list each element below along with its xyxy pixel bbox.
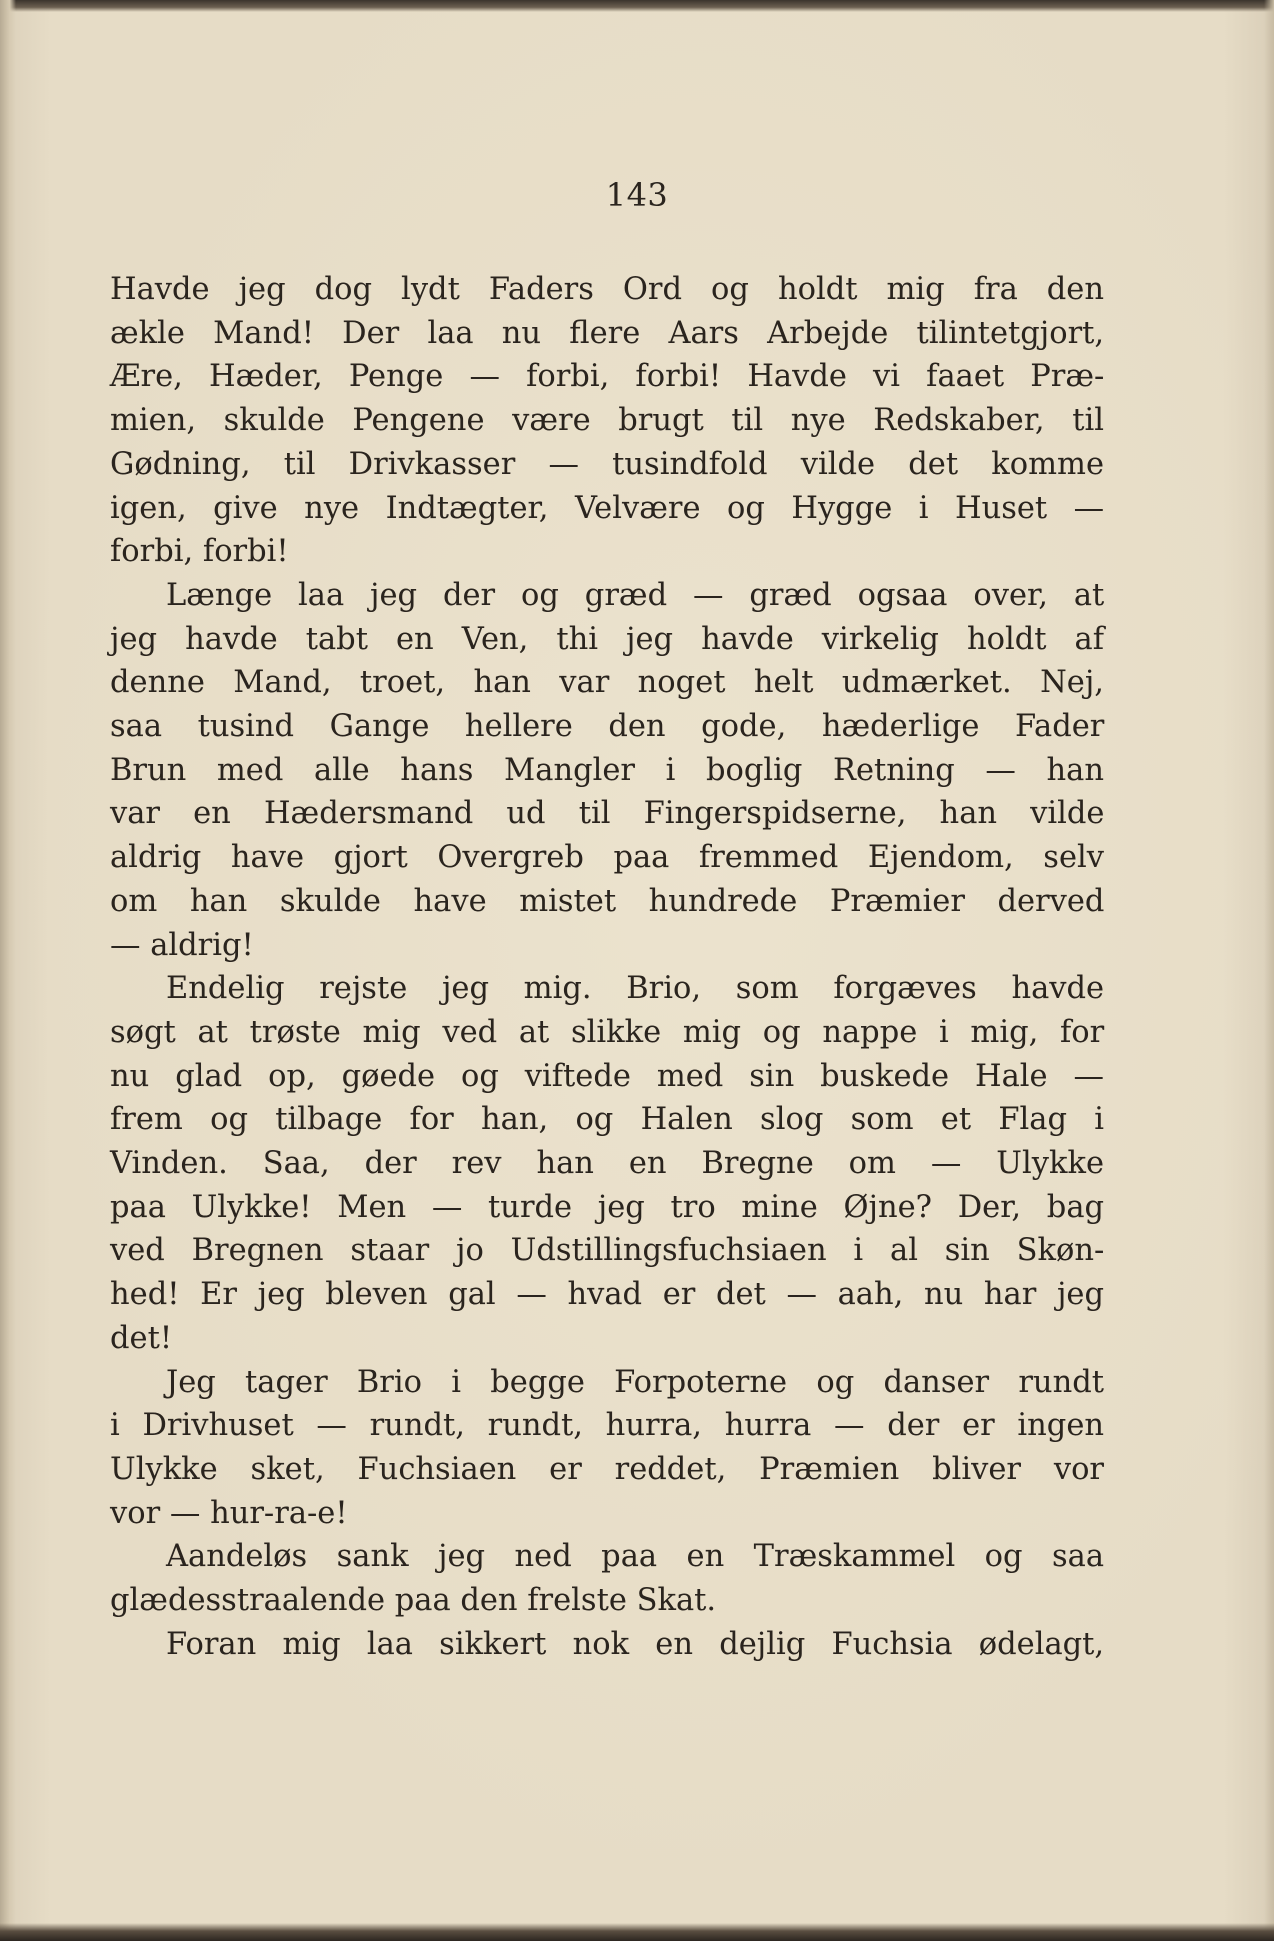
paragraph [110,268,1104,574]
text-line: Ulykke sket, Fuchsiaen er reddet, Præmien bliver vor [110,1451,1105,1487]
paragraph [110,1361,1104,1536]
text-line: det! [110,1320,173,1356]
text-line: om han skulde have mistet hundrede Præmier derved [110,883,1105,919]
text-line: saa tusind Gange hellere den gode, hæderlige Fader [110,709,1105,745]
body-text [110,268,1104,1667]
text-line: glædesstraalende paa den frelste Skat. [110,1583,717,1619]
text-line: forbi, forbi! [110,534,289,570]
text-line: Ære, Hæder, Penge — forbi, forbi! Havde vi faaet Præ- [110,359,1105,395]
paragraph [110,1535,1104,1622]
text-line: Havde jeg dog lydt Faders Ord og holdt mig fra den [110,272,1104,307]
text-line: Vinden. Saa, der rev han en Bregne om — Ulykke [110,1146,1104,1182]
text-line: Længe laa jeg der og græd — græd ogsaa over, at [166,577,1105,613]
text-line: ækle Mand! Der laa nu flere Aars Arbejde tilintetgjort, [110,315,1105,351]
text-line: nu glad op, gøede og viftede med sin buskede Hale — [110,1058,1104,1094]
text-line: mien, skulde Pengene være brugt til nye Redskaber, til [110,403,1104,439]
text-line: — aldrig! [110,927,254,963]
text-line: vor — hur-ra-e! [110,1495,348,1531]
text-line: paa Ulykke! Men — turde jeg tro mine Øjne? Der, bag [110,1189,1105,1225]
text-line: aldrig have gjort Overgreb paa fremmed Ejendom, selv [110,840,1104,876]
text-line: ved Bregnen staar jo Udstillingsfuchsiaen i al sin Skøn- [110,1233,1105,1269]
text-line: hed! Er jeg bleven gal — hvad er det — aah, nu har jeg [110,1277,1104,1313]
text-line: Jeg tager Brio i begge Forpoterne og danser rundt [166,1364,1104,1400]
paragraph [110,1623,1104,1667]
paragraph [110,574,1104,967]
text-line: Endelig rejste jeg mig. Brio, som forgæves havde [166,971,1105,1007]
text-line: jeg havde tabt en Ven, thi jeg havde virkelig holdt af [110,621,1104,657]
text-line: Brun med alle hans Mangler i boglig Retning — han [110,752,1104,788]
page-number: 143 [605,176,669,214]
text-line: var en Hædersmand ud til Fingerspidserne, han vilde [110,796,1105,832]
page-top-edge [0,0,1274,12]
page-right-edge [1264,0,1274,1941]
text-line: i Drivhuset — rundt, rundt, hurra, hurra — der er ingen [110,1408,1105,1444]
page-left-edge [0,0,16,1941]
text-line: søgt at trøste mig ved at slikke mig og nappe i mig, for [110,1014,1105,1050]
text-line: Gødning, til Drivkasser — tusindfold vilde det komme [110,446,1104,482]
text-line: igen, give nye Indtægter, Velvære og Hygge i Huset — [110,490,1105,526]
text-line: Aandeløs sank jeg ned paa en Træskammel og saa [166,1539,1105,1575]
paragraph [110,967,1104,1360]
text-line: Foran mig laa sikkert nok en dejlig Fuchsia ødelagt, [166,1626,1105,1662]
page-bottom-edge [0,1923,1274,1941]
text-line: frem og tilbage for han, og Halen slog som et Flag i [110,1102,1104,1138]
text-line: denne Mand, troet, han var noget helt udmærket. Nej, [110,665,1104,701]
